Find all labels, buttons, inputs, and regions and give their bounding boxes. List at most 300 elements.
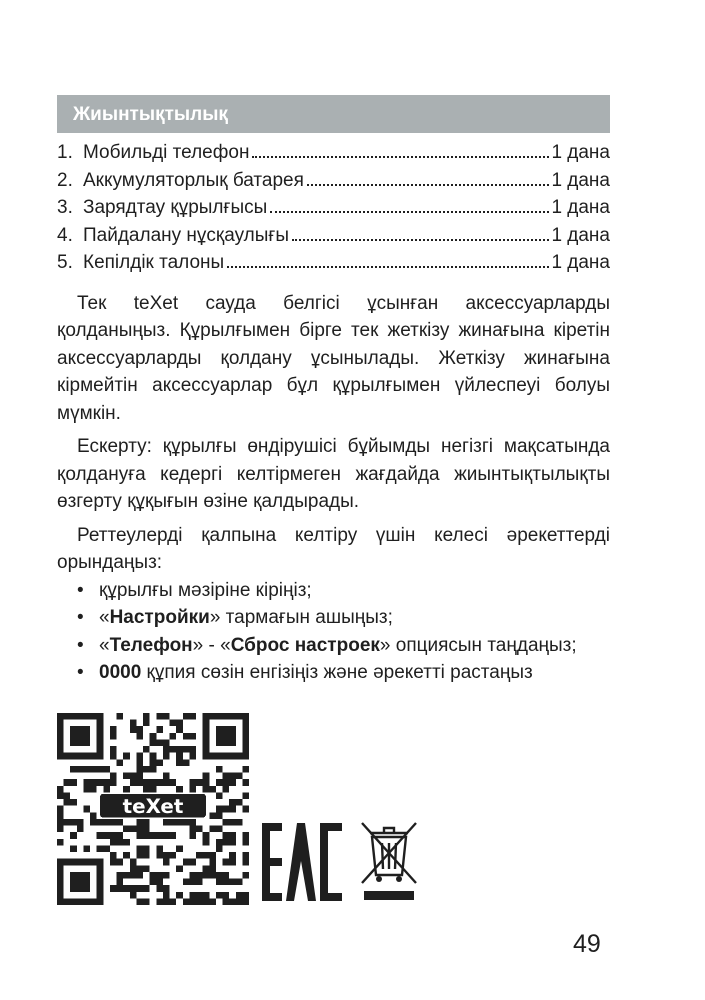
section-header: Жиынтықтылық: [57, 95, 610, 133]
qr-module: [156, 713, 163, 720]
qr-module: [70, 819, 77, 826]
qr-module: [123, 839, 130, 846]
item-name: Кепілдік талоны: [83, 252, 225, 273]
item-quantity: 1 дана: [551, 142, 610, 163]
qr-module: [189, 872, 196, 879]
qr-module: [209, 865, 216, 872]
qr-module: [242, 859, 249, 866]
step-text: » опциясын таңдаңыз;: [379, 634, 577, 656]
qr-module: [242, 839, 249, 846]
qr-module: [150, 733, 157, 740]
qr-module: [123, 753, 130, 760]
qr-module: [156, 852, 163, 859]
qr-module: [110, 832, 117, 839]
qr-module: [150, 832, 157, 839]
qr-module: [83, 786, 90, 793]
qr-module: [110, 726, 117, 733]
qr-module: [223, 779, 230, 786]
qr-module: [156, 726, 163, 733]
qr-module: [136, 832, 143, 839]
qr-module: [196, 779, 203, 786]
qr-module: [70, 779, 77, 786]
qr-module: [203, 839, 210, 846]
page-content: [57, 95, 610, 687]
quote-separator: » - «: [192, 634, 231, 656]
qr-module: [229, 879, 236, 886]
qr-module: [90, 779, 97, 786]
qr-module: [183, 898, 190, 905]
qr-module: [163, 746, 170, 753]
qr-module: [209, 852, 216, 859]
qr-module: [236, 819, 243, 826]
qr-module: [143, 720, 150, 727]
qr-module: [143, 885, 150, 892]
qr-module: [70, 845, 77, 852]
qr-module: [130, 885, 137, 892]
item-quantity: 1 дана: [551, 224, 610, 246]
step-text: құпия сөзін енгізіңіз және әрекетті растаңыз: [141, 662, 533, 683]
qr-module: [130, 892, 137, 899]
qr-module: [97, 779, 104, 786]
qr-module: [150, 779, 157, 786]
qr-module: [83, 779, 90, 786]
crossed-bin-icon: [358, 817, 420, 903]
item-name: Аккумуляторлық батарея: [83, 169, 304, 191]
qr-module: [183, 859, 190, 866]
qr-finder-bottom-left: [57, 859, 103, 905]
qr-module: [136, 766, 143, 773]
qr-module: [216, 766, 223, 773]
qr-module: [163, 779, 170, 786]
qr-module: [242, 832, 249, 839]
qr-module: [103, 766, 110, 773]
qr-module: [189, 832, 196, 839]
qr-module: [203, 773, 210, 780]
qr-module: [156, 845, 163, 852]
qr-module: [170, 779, 177, 786]
qr-module: [130, 726, 137, 733]
qr-module: [110, 753, 117, 760]
qr-module: [189, 879, 196, 886]
qr-module: [170, 852, 177, 859]
qr-module: [110, 839, 117, 846]
qr-module: [242, 872, 249, 879]
qr-module: [70, 799, 77, 806]
menu-name-settings: Настройки: [109, 607, 210, 628]
item-name: Пайдалану нұсқаулығы: [83, 224, 289, 246]
list-item: [57, 252, 610, 280]
qr-module: [110, 773, 117, 780]
qr-module: [223, 898, 230, 905]
accessories-paragraph: Тек teXet сауда белгісі ұсынған аксессуарларды қолданыңыз. Құрылғымен бірге тек жеткізу жинағына кіретін аксессуарларды қолдану ұсынылады. Жеткізу жинағына кірмейтін аксессуарлар бұл құрылғымен үйлеспеуі болуы мүмкін.: [57, 292, 610, 424]
qr-module: [123, 786, 130, 793]
qr-module: [97, 832, 104, 839]
qr-module: [83, 845, 90, 852]
qr-module: [163, 872, 170, 879]
qr-module: [150, 879, 157, 886]
qr-module: [229, 898, 236, 905]
qr-module: [143, 786, 150, 793]
qr-module: [57, 819, 64, 826]
item-number: 2.: [57, 169, 73, 191]
qr-module: [223, 859, 230, 866]
qr-module: [196, 892, 203, 899]
qr-module: [176, 726, 183, 733]
qr-module: [143, 845, 150, 852]
qr-module: [183, 879, 190, 886]
qr-module: [170, 733, 177, 740]
qr-module: [216, 845, 223, 852]
qr-module: [130, 720, 137, 727]
qr-module: [136, 773, 143, 780]
qr-module: [242, 766, 249, 773]
qr-module: [183, 713, 190, 720]
qr-module: [223, 839, 230, 846]
qr-module: [216, 792, 223, 799]
qr-module: [196, 872, 203, 879]
qr-module: [163, 753, 170, 760]
qr-module: [203, 832, 210, 839]
qr-module: [130, 773, 137, 780]
list-item: [57, 197, 610, 225]
menu-name-phone: Телефон: [109, 634, 193, 656]
qr-module: [229, 806, 236, 813]
qr-module: [209, 786, 216, 793]
password-code: 0000: [99, 662, 142, 683]
qr-module: [64, 819, 71, 826]
qr-module: [216, 779, 223, 786]
qr-module: [189, 786, 196, 793]
qr-module: [203, 786, 210, 793]
qr-module: [242, 898, 249, 905]
qr-module: [110, 859, 117, 866]
qr-module: [156, 779, 163, 786]
qr-module: [216, 892, 223, 899]
qr-module: [229, 779, 236, 786]
qr-module: [223, 773, 230, 780]
bullet: •: [77, 634, 84, 656]
qr-module: [136, 733, 143, 740]
qr-module: [229, 773, 236, 780]
qr-module: [189, 859, 196, 866]
qr-module: [64, 799, 71, 806]
qr-module: [189, 826, 196, 833]
qr-module: [117, 819, 124, 826]
qr-module: [156, 872, 163, 879]
qr-module: [229, 819, 236, 826]
qr-module: [209, 898, 216, 905]
qr-module: [170, 746, 177, 753]
qr-module: [117, 885, 124, 892]
qr-module: [176, 786, 183, 793]
qr-module: [236, 799, 243, 806]
qr-module: [103, 819, 110, 826]
qr-module: [216, 839, 223, 846]
qr-module: [176, 892, 183, 899]
qr-module: [229, 852, 236, 859]
qr-module: [170, 720, 177, 727]
qr-module: [57, 806, 64, 813]
qr-module: [143, 746, 150, 753]
qr-module: [143, 766, 150, 773]
qr-module: [117, 859, 124, 866]
quote-open: «: [99, 634, 110, 656]
item-quantity: 1 дана: [551, 197, 610, 218]
qr-module: [57, 826, 64, 833]
qr-module: [170, 832, 177, 839]
qr-module: [176, 845, 183, 852]
qr-module: [242, 792, 249, 799]
qr-module: [130, 865, 137, 872]
qr-module: [156, 898, 163, 905]
qr-module: [90, 812, 97, 819]
qr-module: [189, 753, 196, 760]
menu-name-reset: Сброс настроек: [230, 634, 380, 656]
qr-module: [176, 865, 183, 872]
dot-leader: [252, 156, 549, 158]
qr-module: [103, 832, 110, 839]
contents-list: [57, 142, 610, 280]
qr-module: [57, 792, 64, 799]
qr-module: [97, 845, 104, 852]
qr-module: [203, 898, 210, 905]
qr-module: [209, 812, 216, 819]
qr-module: [163, 892, 170, 899]
qr-module: [130, 872, 137, 879]
qr-module: [123, 826, 130, 833]
dot-leader: [227, 266, 549, 268]
qr-module: [242, 892, 249, 899]
qr-module: [117, 759, 124, 766]
qr-module: [196, 852, 203, 859]
item-number: 5.: [57, 252, 73, 273]
qr-module: [189, 733, 196, 740]
qr-module: [103, 786, 110, 793]
qr-module: [136, 852, 143, 859]
quote-open: «: [99, 607, 110, 628]
qr-module: [70, 766, 77, 773]
qr-module: [77, 819, 84, 826]
item-quantity: 1 дана: [551, 252, 610, 273]
dot-leader: [292, 239, 549, 241]
qr-module: [110, 733, 117, 740]
qr-module: [216, 812, 223, 819]
qr-module: [176, 753, 183, 760]
qr-module: [136, 819, 143, 826]
qr-module: [163, 739, 170, 746]
qr-module: [236, 898, 243, 905]
qr-module: [203, 865, 210, 872]
eac-mark-icon: [262, 823, 342, 901]
qr-module: [97, 819, 104, 826]
qr-module: [229, 839, 236, 846]
qr-module: [70, 832, 77, 839]
qr-module: [236, 892, 243, 899]
qr-module: [136, 759, 143, 766]
list-item: [57, 170, 610, 198]
qr-module: [242, 806, 249, 813]
qr-module: [143, 826, 150, 833]
qr-module: [150, 753, 157, 760]
step-text: құрылғы мәзіріне кіріңіз;: [99, 579, 312, 601]
qr-module: [123, 872, 130, 879]
qr-module: [110, 819, 117, 826]
qr-module: [136, 872, 143, 879]
qr-module: [136, 726, 143, 733]
step-text: » тармағын ашыңыз;: [209, 607, 393, 628]
qr-module: [163, 713, 170, 720]
qr-module: [117, 872, 124, 879]
qr-module: [189, 779, 196, 786]
qr-module: [163, 832, 170, 839]
qr-module: [223, 892, 230, 899]
qr-module: [170, 819, 177, 826]
qr-module: [156, 759, 163, 766]
qr-module: [183, 746, 190, 753]
qr-module: [209, 859, 216, 866]
qr-module: [110, 852, 117, 859]
qr-module: [143, 713, 150, 720]
qr-module: [163, 859, 170, 866]
qr-code: [57, 713, 249, 905]
qr-module: [83, 766, 90, 773]
qr-module: [156, 885, 163, 892]
qr-module: [223, 806, 230, 813]
qr-module: [163, 819, 170, 826]
qr-module: [143, 852, 150, 859]
qr-module: [163, 898, 170, 905]
qr-module: [117, 713, 124, 720]
qr-module: [176, 819, 183, 826]
qr-module: [189, 892, 196, 899]
qr-module: [143, 832, 150, 839]
qr-module: [117, 839, 124, 846]
page-number: 49: [573, 930, 601, 958]
qr-module: [150, 759, 157, 766]
step-item: [57, 577, 610, 605]
qr-module: [150, 739, 157, 746]
qr-module: [196, 898, 203, 905]
qr-module: [183, 819, 190, 826]
qr-module: [163, 852, 170, 859]
qr-module: [136, 885, 143, 892]
qr-module: [203, 872, 210, 879]
qr-finder-top-right: [203, 713, 249, 759]
qr-logo-text: teXet: [122, 794, 184, 818]
bullet: •: [77, 662, 84, 683]
reset-intro-paragraph: Реттеулерді қалпына келтіру үшін келесі әрекеттерді орындаңыз:: [57, 524, 610, 573]
qr-module: [143, 898, 150, 905]
qr-module: [229, 859, 236, 866]
qr-module: [130, 779, 137, 786]
qr-logo: [100, 794, 206, 818]
item-name: Зарядтау құрылғысы: [83, 197, 268, 218]
qr-module: [236, 879, 243, 886]
item-number: 1.: [57, 142, 73, 163]
qr-module: [189, 713, 196, 720]
qr-module: [189, 746, 196, 753]
qr-module: [223, 819, 230, 826]
qr-module: [216, 826, 223, 833]
item-quantity: 1 дана: [551, 169, 610, 191]
qr-module: [236, 773, 243, 780]
item-number: 4.: [57, 224, 73, 246]
qr-module: [156, 879, 163, 886]
qr-module: [189, 898, 196, 905]
item-number: 3.: [57, 197, 73, 218]
qr-module: [57, 839, 64, 846]
qr-module: [143, 779, 150, 786]
qr-module: [143, 819, 150, 826]
qr-module: [143, 865, 150, 872]
qr-module: [229, 832, 236, 839]
qr-module: [150, 766, 157, 773]
note-paragraph: Ескерту: құрылғы өндірушісі бұйымды негізгі мақсатында қолдануға кедергі келтірмеген жағдайда жиынтықтылықты өзгерту құқығын өзіне қалдырады.: [57, 436, 610, 512]
qr-module: [64, 779, 71, 786]
qr-module: [123, 852, 130, 859]
item-name: Мобильді телефон: [83, 142, 250, 163]
qr-module: [136, 753, 143, 760]
qr-module: [83, 806, 90, 813]
step-item: [57, 659, 610, 687]
qr-module: [223, 786, 230, 793]
dot-leader: [270, 211, 549, 213]
bullet: •: [77, 607, 84, 628]
qr-module: [136, 826, 143, 833]
qr-module: [176, 759, 183, 766]
qr-module: [163, 885, 170, 892]
qr-module: [110, 779, 117, 786]
qr-module: [136, 865, 143, 872]
qr-module: [117, 879, 124, 886]
bullet: •: [77, 579, 84, 601]
qr-module: [223, 832, 230, 839]
qr-module: [136, 779, 143, 786]
qr-module: [57, 786, 64, 793]
qr-module: [150, 872, 157, 879]
dot-leader: [307, 184, 550, 186]
qr-module: [136, 845, 143, 852]
step-item: [57, 632, 610, 660]
qr-module: [156, 739, 163, 746]
qr-module: [242, 852, 249, 859]
qr-module: [216, 806, 223, 813]
qr-module: [77, 766, 84, 773]
qr-module: [189, 819, 196, 826]
qr-module: [163, 773, 170, 780]
qr-module: [176, 746, 183, 753]
qr-module: [183, 733, 190, 740]
qr-module: [110, 885, 117, 892]
qr-module: [130, 826, 137, 833]
qr-module: [203, 779, 210, 786]
qr-module: [97, 766, 104, 773]
qr-module: [203, 852, 210, 859]
qr-module: [223, 872, 230, 879]
qr-module: [216, 872, 223, 879]
qr-module: [136, 898, 143, 905]
qr-module: [103, 779, 110, 786]
list-item: [57, 225, 610, 253]
qr-module: [90, 766, 97, 773]
qr-module: [196, 826, 203, 833]
qr-module: [64, 792, 71, 799]
qr-module: [229, 799, 236, 806]
qr-module: [183, 759, 190, 766]
qr-module: [130, 859, 137, 866]
qr-module: [223, 879, 230, 886]
qr-module: [209, 872, 216, 879]
